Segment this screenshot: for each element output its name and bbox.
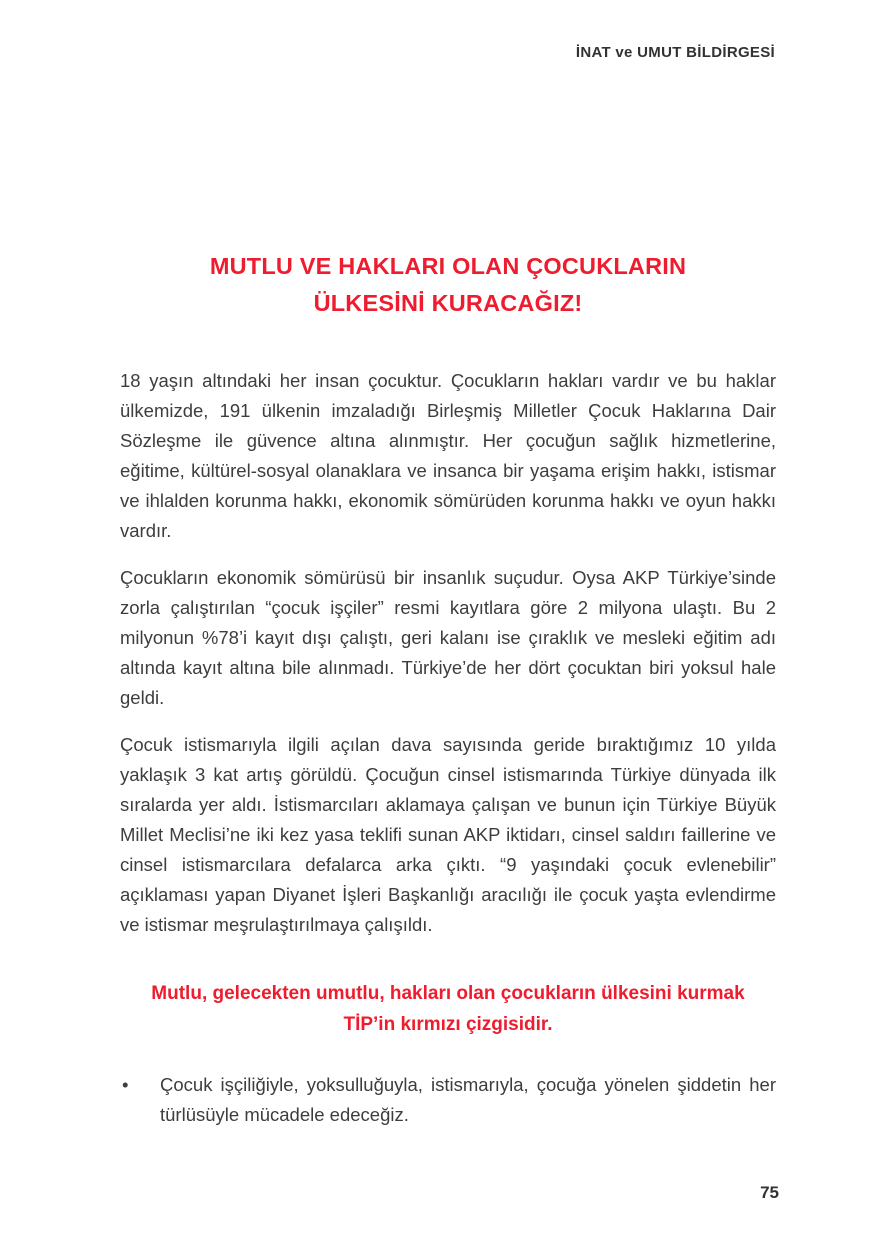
red-subheading: Mutlu, gelecekten umutlu, hakları olan çocukların ülkesini kurmak TİP’in kırmızı çizgisidir. — [151, 983, 745, 1035]
section-title — [120, 248, 776, 322]
running-header: İNAT ve UMUT BİLDİRGESİ — [575, 44, 775, 61]
section-title-line1: MUTLU VE HAKLARI OLAN ÇOCUKLARIN — [209, 253, 687, 279]
page-number: 75 — [760, 1183, 779, 1202]
bullet-list — [120, 1070, 776, 1130]
paragraph-3: Çocuk istismarıyla ilgili açılan dava sayısında geride bıraktığımız 10 yılda yaklaşık 3 kat artış görüldü. Çocuğun cinsel istismarında Türkiye dünyada ilk sıralarda yer aldı. İstismarcıları aklamaya çalışan ve bunun için Türkiye Büyük Millet Meclisi’ne iki kez yasa teklifi sunan AKP iktidarı, cinsel saldırı faillerine ve cinsel istismarcılara defalarca arka çıktı. “9 yaşındaki çocuk evlenebilir” açıklaması yapan Diyanet İşleri Başkanlığı aracılığı ile çocuk yaşta evlendirme ve istismar meşrulaştırılmaya çalışıldı. — [120, 734, 776, 935]
bullet-icon: • — [122, 1074, 129, 1095]
list-item-text: Çocuk işçiliğiyle, yoksulluğuyla, istismarıyla, çocuğa yönelen şiddetin her türlüsüyle mücadele edeceğiz. — [160, 1074, 776, 1125]
page-content — [120, 248, 776, 1144]
list-item — [120, 1070, 776, 1130]
section-title-line2: ÜLKESİNİ KURACAĞIZ! — [313, 290, 583, 316]
paragraph-1: 18 yaşın altındaki her insan çocuktur. Çocukların hakları vardır ve bu haklar ülkemizde, 191 ülkenin imzaladığı Birleşmiş Milletler Çocuk Haklarına Dair Sözleşme ile güvence altına alınmıştır. Her çocuğun sağlık hizmetlerine, eğitime, kültürel-sosyal olanaklara ve insanca bir yaşama erişim hakkı, istismar ve ihlalden korunma hakkı, ekonomik sömürüden korunma hakkı ve oyun hakkı vardır. — [120, 370, 776, 541]
paragraph-2: Çocukların ekonomik sömürüsü bir insanlık suçudur. Oysa AKP Türkiye’sinde zorla çalıştırılan “çocuk işçiler” resmi kayıtlara göre 2 milyona ulaştı. Bu 2 milyonun %78’i kayıt dışı çalıştı, geri kalanı ise çıraklık ve mesleki eğitim adı altında kayıt altına bile alınmadı. Türkiye’de her dört çocuktan biri yoksul hale geldi. — [120, 567, 776, 708]
